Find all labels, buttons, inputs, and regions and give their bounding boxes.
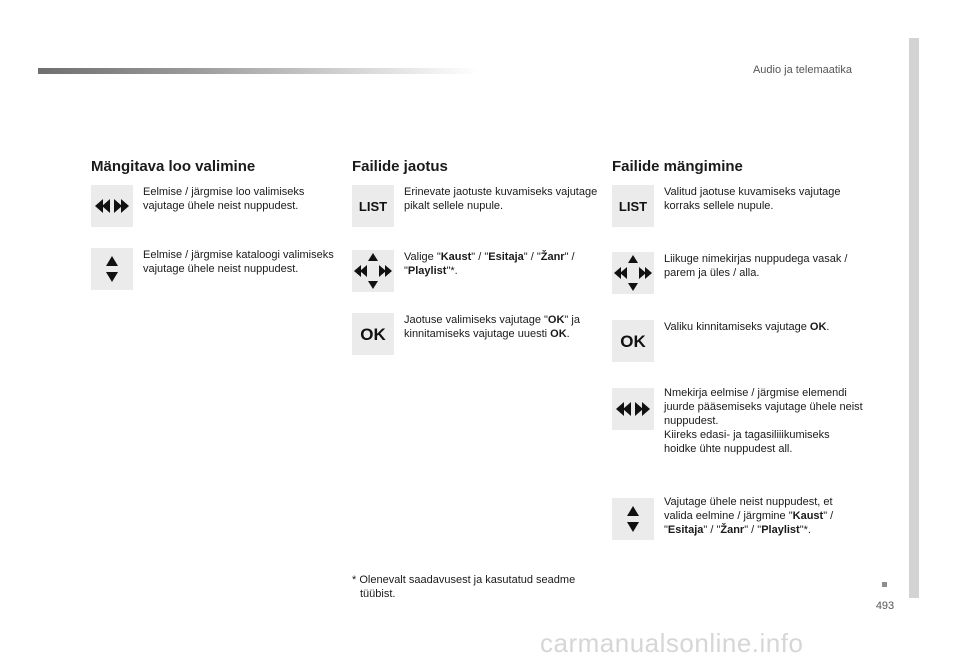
four-way-arrows-icon xyxy=(352,250,394,292)
ok-button xyxy=(352,313,394,355)
up-down-arrows-button xyxy=(91,248,133,290)
skip-arrows-icon xyxy=(91,185,133,227)
entry-text: Valiku kinnitamiseks vajutage OK. xyxy=(664,321,830,333)
four-way-arrows-icon xyxy=(612,252,654,294)
footnote-line: * Olenevalt saadavusest ja kasutatud seadme xyxy=(352,574,576,586)
list-button-label: LIST xyxy=(618,199,648,214)
page-number: 493 xyxy=(875,600,895,612)
footnote-line: tüübist. xyxy=(360,588,396,600)
up-down-arrows-button xyxy=(612,498,654,540)
list-button-icon xyxy=(612,185,654,227)
section-title: Audio ja telemaatika xyxy=(752,64,852,76)
entry-text: Eelmise / järgmise kataloogi valimiseks vajutage ühele neist nuppudest. xyxy=(143,249,334,275)
list-button xyxy=(612,185,654,227)
column-title: Failide jaotus xyxy=(352,158,448,175)
up-down-arrows-icon xyxy=(91,248,133,290)
skip-arrows-icon xyxy=(612,388,654,430)
footnote xyxy=(352,573,575,601)
entry-text: Valitud jaotuse kuvamiseks vajutage korraks sellele nupule. xyxy=(664,186,841,212)
entry-text: Erinevate jaotuste kuvamiseks vajutage pikalt sellele nupule. xyxy=(404,186,598,212)
entry-text: Vajutage ühele neist nuppudest, et valida eelmine / järgmine "Kaust" / "Esitaja" / "Žanr" / "Playlist"*. xyxy=(664,496,834,536)
header-gradient-bar xyxy=(38,68,478,74)
page-marker xyxy=(882,582,887,587)
four-way-arrows-button xyxy=(612,252,654,294)
entry-text: Eelmise / järgmise loo valimiseks vajutage ühele neist nuppudest. xyxy=(143,186,305,212)
skip-arrows-button xyxy=(91,185,133,227)
watermark: carmanualsonline.info xyxy=(540,628,804,658)
column-title: Mängitava loo valimine xyxy=(91,158,256,175)
entry-text: Jaotuse valimiseks vajutage "OK" ja kinnitamiseks vajutage uuesti OK. xyxy=(404,314,580,340)
list-button-icon xyxy=(352,185,394,227)
ok-button-icon xyxy=(352,313,394,355)
skip-arrows-button xyxy=(612,388,654,430)
ok-button xyxy=(612,320,654,362)
entry-text: Nmekirja eelmise / järgmise elemendi juurde pääsemiseks vajutage ühele neist nuppudest. Kiireks edasi- ja tagasiliiikumiseks hoidke ühte nuppudest all. xyxy=(664,387,863,455)
entry-text: Valige "Kaust" / "Esitaja" / "Žanr" / "Playlist"*. xyxy=(404,251,575,277)
ok-button-icon xyxy=(612,320,654,362)
ok-button-label: OK xyxy=(360,325,386,344)
four-way-arrows-button xyxy=(352,250,394,292)
column-title: Failide mängimine xyxy=(612,158,743,175)
up-down-arrows-icon xyxy=(612,498,654,540)
ok-button-label: OK xyxy=(620,332,646,351)
entry-text: Liikuge nimekirjas nuppudega vasak / parem ja üles / alla. xyxy=(664,253,848,279)
page-edge-tab xyxy=(909,38,919,598)
list-button-label: LIST xyxy=(358,199,388,214)
list-button xyxy=(352,185,394,227)
